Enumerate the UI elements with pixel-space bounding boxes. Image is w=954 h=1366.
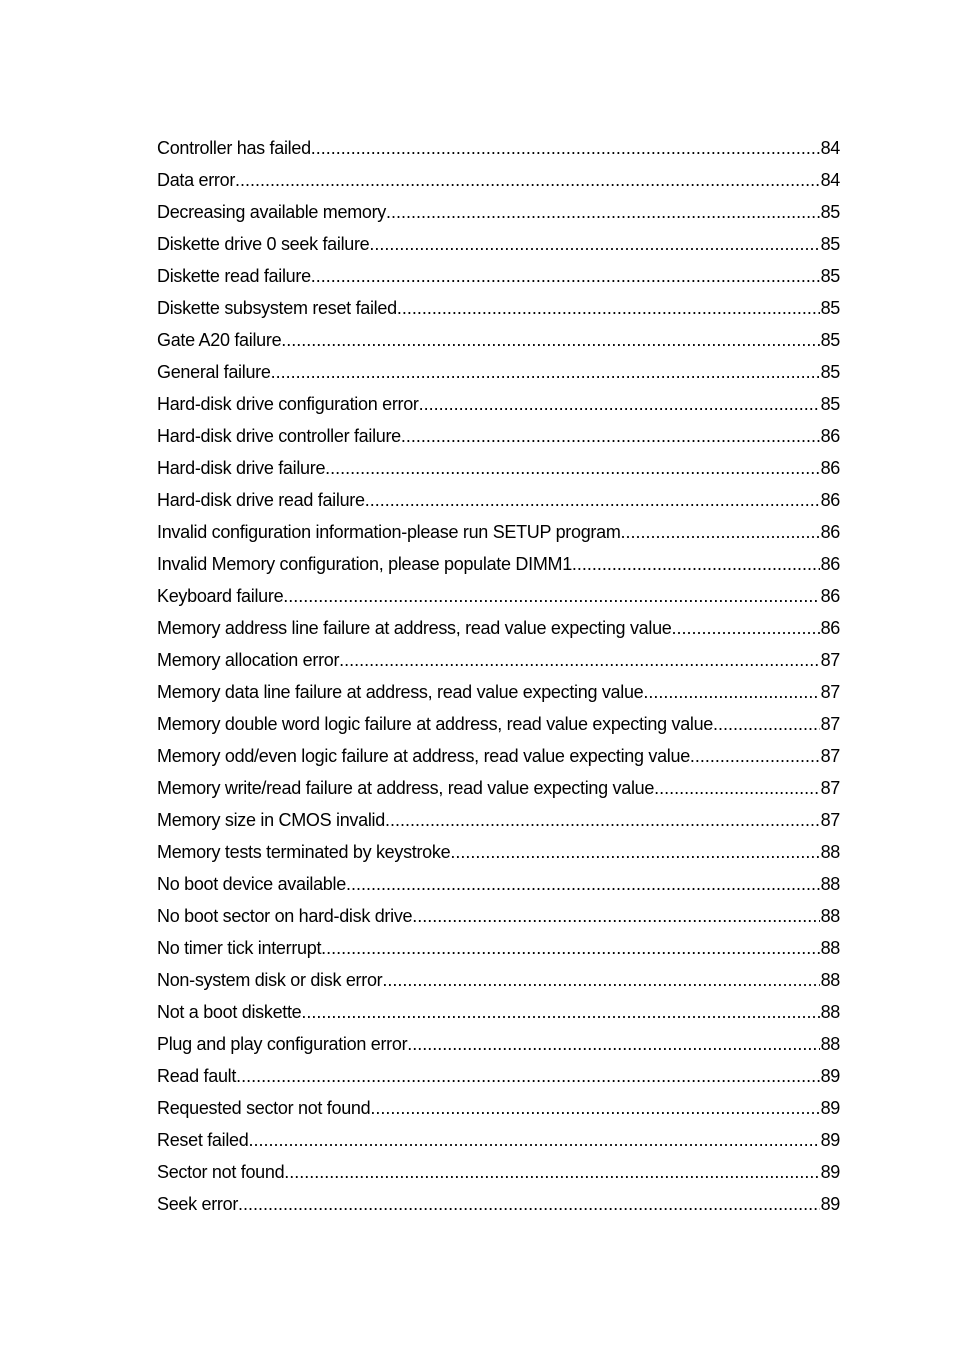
toc-entry-title: Non-system disk or disk error [157,970,383,990]
toc-entry-page: 86 [820,586,840,606]
toc-entry-title: No boot sector on hard-disk drive [157,906,413,926]
toc-entry[interactable] [157,228,840,260]
toc-entry-title: Memory double word logic failure at address, read value expecting value [157,714,714,734]
toc-entry[interactable] [157,484,840,516]
toc-entry-title: Requested sector not found [157,1098,371,1118]
toc-dot-leader [643,676,819,708]
toc-dot-leader [346,868,820,900]
toc-entry[interactable] [157,740,840,772]
toc-entry[interactable] [157,932,840,964]
toc-entry[interactable] [157,804,840,836]
toc-entry-title: Memory write/read failure at address, read value expecting value [157,778,655,798]
toc-entry-title: Not a boot diskette [157,1002,302,1022]
toc-entry[interactable] [157,1188,840,1220]
toc-entry-title: Diskette subsystem reset failed [157,298,397,318]
toc-entry-title: Keyboard failure [157,586,284,606]
toc-entry-page: 87 [820,778,840,798]
toc-entry-page: 85 [820,234,840,254]
toc-entry-title: Memory tests terminated by keystroke [157,842,451,862]
toc-entry[interactable] [157,196,840,228]
toc-entry-page: 86 [820,618,840,638]
toc-entry-title: Memory data line failure at address, read value expecting value [157,682,644,702]
toc-entry-page: 87 [820,682,840,702]
toc-entry-page: 87 [820,746,840,766]
toc-entry-title: Diskette read failure [157,266,311,286]
toc-entry[interactable] [157,644,840,676]
toc-dot-leader [311,260,820,292]
toc-dot-leader [311,132,820,164]
table-of-contents [157,132,840,1220]
toc-entry-page: 85 [820,330,840,350]
toc-dot-leader [412,900,819,932]
toc-entry[interactable] [157,612,840,644]
toc-entry[interactable] [157,708,840,740]
toc-entry[interactable] [157,900,840,932]
toc-dot-leader [284,1156,819,1188]
toc-dot-leader [419,388,820,420]
toc-entry-page: 84 [820,138,840,158]
toc-dot-leader [401,420,820,452]
toc-entry-page: 85 [820,362,840,382]
toc-entry-title: No boot device available [157,874,346,894]
toc-entry-title: Memory address line failure at address, read value expecting value [157,618,672,638]
toc-entry-title: Reset failed [157,1130,249,1150]
toc-entry[interactable] [157,324,840,356]
toc-entry[interactable] [157,548,840,580]
toc-dot-leader [382,964,819,996]
toc-entry-page: 88 [820,1034,840,1054]
toc-dot-leader [369,228,819,260]
toc-entry-title: Hard-disk drive configuration error [157,394,419,414]
toc-entry-page: 84 [820,170,840,190]
toc-dot-leader [236,1060,820,1092]
toc-dot-leader [238,1188,820,1220]
toc-entry-page: 89 [820,1194,840,1214]
toc-entry-page: 85 [820,266,840,286]
toc-entry-title: Memory size in CMOS invalid [157,810,385,830]
toc-dot-leader [397,292,820,324]
toc-entry[interactable] [157,1028,840,1060]
toc-entry-title: Hard-disk drive failure [157,458,326,478]
toc-dot-leader [283,580,819,612]
toc-entry-page: 89 [820,1162,840,1182]
toc-entry[interactable] [157,164,840,196]
toc-entry-title: Invalid configuration information-please run SETUP program [157,522,621,542]
toc-dot-leader [235,164,820,196]
toc-entry[interactable] [157,676,840,708]
toc-entry-title: Gate A20 failure [157,330,282,350]
toc-entry-page: 87 [820,810,840,830]
toc-entry-page: 88 [820,842,840,862]
toc-entry-page: 86 [820,458,840,478]
toc-entry[interactable] [157,1092,840,1124]
toc-dot-leader [386,196,820,228]
toc-entry-page: 85 [820,202,840,222]
toc-entry-title: Read fault [157,1066,237,1086]
toc-dot-leader [325,452,819,484]
toc-entry-page: 86 [820,426,840,446]
toc-dot-leader [301,996,819,1028]
toc-dot-leader [271,356,820,388]
toc-entry[interactable] [157,452,840,484]
toc-entry-page: 86 [820,490,840,510]
toc-entry[interactable] [157,420,840,452]
toc-entry[interactable] [157,1060,840,1092]
toc-dot-leader [450,836,819,868]
toc-entry-page: 86 [820,554,840,574]
toc-entry-page: 88 [820,906,840,926]
toc-entry-title: Hard-disk drive controller failure [157,426,401,446]
toc-entry[interactable] [157,580,840,612]
toc-entry[interactable] [157,292,840,324]
toc-dot-leader [713,708,820,740]
toc-dot-leader [572,548,820,580]
toc-entry-title: Data error [157,170,236,190]
toc-entry-page: 85 [820,394,840,414]
toc-entry-title: Memory odd/even logic failure at address, read value expecting value [157,746,690,766]
toc-dot-leader [339,644,819,676]
toc-entry-page: 88 [820,874,840,894]
toc-dot-leader [321,932,819,964]
toc-entry-page: 89 [820,1130,840,1150]
toc-entry-page: 88 [820,1002,840,1022]
toc-entry-title: Invalid Memory configuration, please populate DIMM1 [157,554,572,574]
toc-entry-title: General failure [157,362,271,382]
toc-entry-title: No timer tick interrupt [157,938,322,958]
toc-entry[interactable] [157,388,840,420]
toc-entry-page: 85 [820,298,840,318]
toc-entry-title: Controller has failed [157,138,311,158]
toc-dot-leader [365,484,820,516]
toc-entry[interactable] [157,996,840,1028]
toc-entry-title: Sector not found [157,1162,285,1182]
toc-dot-leader [690,740,820,772]
toc-dot-leader [248,1124,819,1156]
toc-entry[interactable] [157,772,840,804]
toc-entry[interactable] [157,260,840,292]
toc-entry[interactable] [157,132,840,164]
toc-entry[interactable] [157,964,840,996]
toc-entry-page: 89 [820,1066,840,1086]
toc-entry-title: Plug and play configuration error [157,1034,408,1054]
toc-entry-title: Hard-disk drive read failure [157,490,365,510]
toc-entry[interactable] [157,516,840,548]
toc-entry-page: 88 [820,970,840,990]
toc-entry-title: Seek error [157,1194,239,1214]
toc-entry-page: 87 [820,714,840,734]
toc-entry[interactable] [157,356,840,388]
toc-entry[interactable] [157,1156,840,1188]
toc-dot-leader [370,1092,819,1124]
toc-entry[interactable] [157,836,840,868]
toc-entry[interactable] [157,868,840,900]
toc-dot-leader [672,612,820,644]
toc-entry[interactable] [157,1124,840,1156]
toc-entry-page: 87 [820,650,840,670]
toc-entry-title: Memory allocation error [157,650,340,670]
toc-dot-leader [654,772,820,804]
toc-dot-leader [407,1028,819,1060]
toc-dot-leader [385,804,820,836]
toc-entry-page: 86 [820,522,840,542]
toc-entry-title: Decreasing available memory [157,202,387,222]
toc-dot-leader [621,516,820,548]
toc-dot-leader [281,324,819,356]
toc-entry-page: 89 [820,1098,840,1118]
toc-entry-title: Diskette drive 0 seek failure [157,234,370,254]
toc-entry-page: 88 [820,938,840,958]
